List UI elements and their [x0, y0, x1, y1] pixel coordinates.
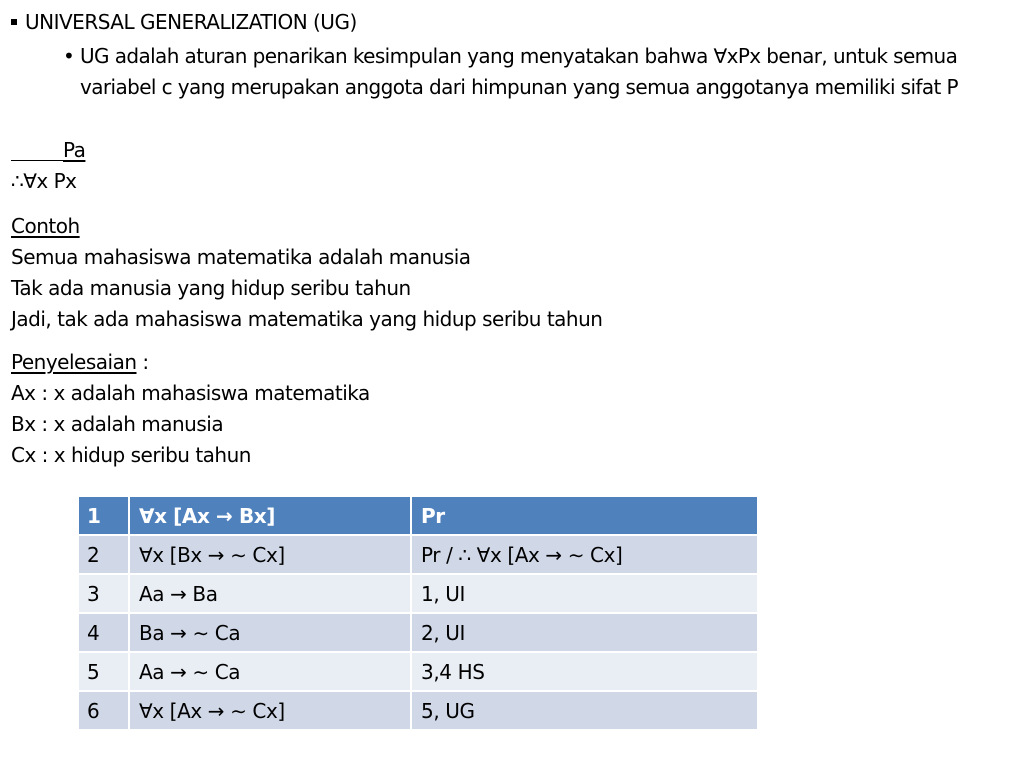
bullet-dot-icon: • — [63, 44, 75, 68]
row-reason: Pr — [411, 496, 758, 535]
example-line: Semua mahasiswa matematika adalah manusia — [11, 245, 471, 269]
row-reason: 2, UI — [411, 613, 758, 652]
definition-text: UG adalah aturan penarikan kesimpulan yang menyatakan bahwa ∀xPx benar, untuk semua variabel c yang merupakan anggota dari himpunan yang semua anggotanya memiliki sifat P — [80, 44, 958, 99]
row-statement: ∀x [Bx → ∼ Cx] — [129, 535, 411, 574]
solution-heading — [11, 350, 149, 374]
row-number: 5 — [78, 652, 129, 691]
predicate-definition: Cx : x hidup seribu tahun — [11, 443, 251, 467]
table-row — [78, 652, 758, 691]
predicate-definition: Bx : x adalah manusia — [11, 412, 224, 436]
row-statement: Ba → ∼ Ca — [129, 613, 411, 652]
table-row — [78, 535, 758, 574]
section-heading — [11, 10, 357, 34]
square-bullet-icon — [11, 19, 17, 25]
row-statement: Aa → Ba — [129, 574, 411, 613]
row-number: 6 — [78, 691, 129, 730]
predicate-definition: Ax : x adalah mahasiswa matematika — [11, 381, 370, 405]
row-statement: ∀x [Ax → Bx] — [129, 496, 411, 535]
definition-bullet — [63, 41, 1003, 102]
heading-text: UNIVERSAL GENERALIZATION (UG) — [25, 10, 357, 34]
table-row — [78, 613, 758, 652]
table-row — [78, 691, 758, 730]
rule-conclusion: ∴∀x Px — [11, 169, 77, 193]
row-reason: 1, UI — [411, 574, 758, 613]
solution-heading-text: Penyelesaian — [11, 350, 137, 374]
premise-text: Pa — [63, 138, 86, 162]
row-number: 2 — [78, 535, 129, 574]
row-reason: 5, UG — [411, 691, 758, 730]
example-heading: Contoh — [11, 214, 80, 238]
row-statement: ∀x [Ax → ∼ Cx] — [129, 691, 411, 730]
row-number: 3 — [78, 574, 129, 613]
row-reason: 3,4 HS — [411, 652, 758, 691]
row-statement: Aa → ∼ Ca — [129, 652, 411, 691]
proof-table — [77, 495, 759, 731]
example-line: Tak ada manusia yang hidup seribu tahun — [11, 276, 411, 300]
row-number: 4 — [78, 613, 129, 652]
table-row — [78, 574, 758, 613]
example-line: Jadi, tak ada mahasiswa matematika yang hidup seribu tahun — [11, 307, 603, 331]
solution-heading-colon: : — [136, 350, 149, 374]
rule-premise — [11, 138, 85, 162]
premise-underline — [11, 138, 63, 161]
row-number: 1 — [78, 496, 129, 535]
table-header-row — [78, 496, 758, 535]
row-reason: Pr / ∴ ∀x [Ax → ∼ Cx] — [411, 535, 758, 574]
